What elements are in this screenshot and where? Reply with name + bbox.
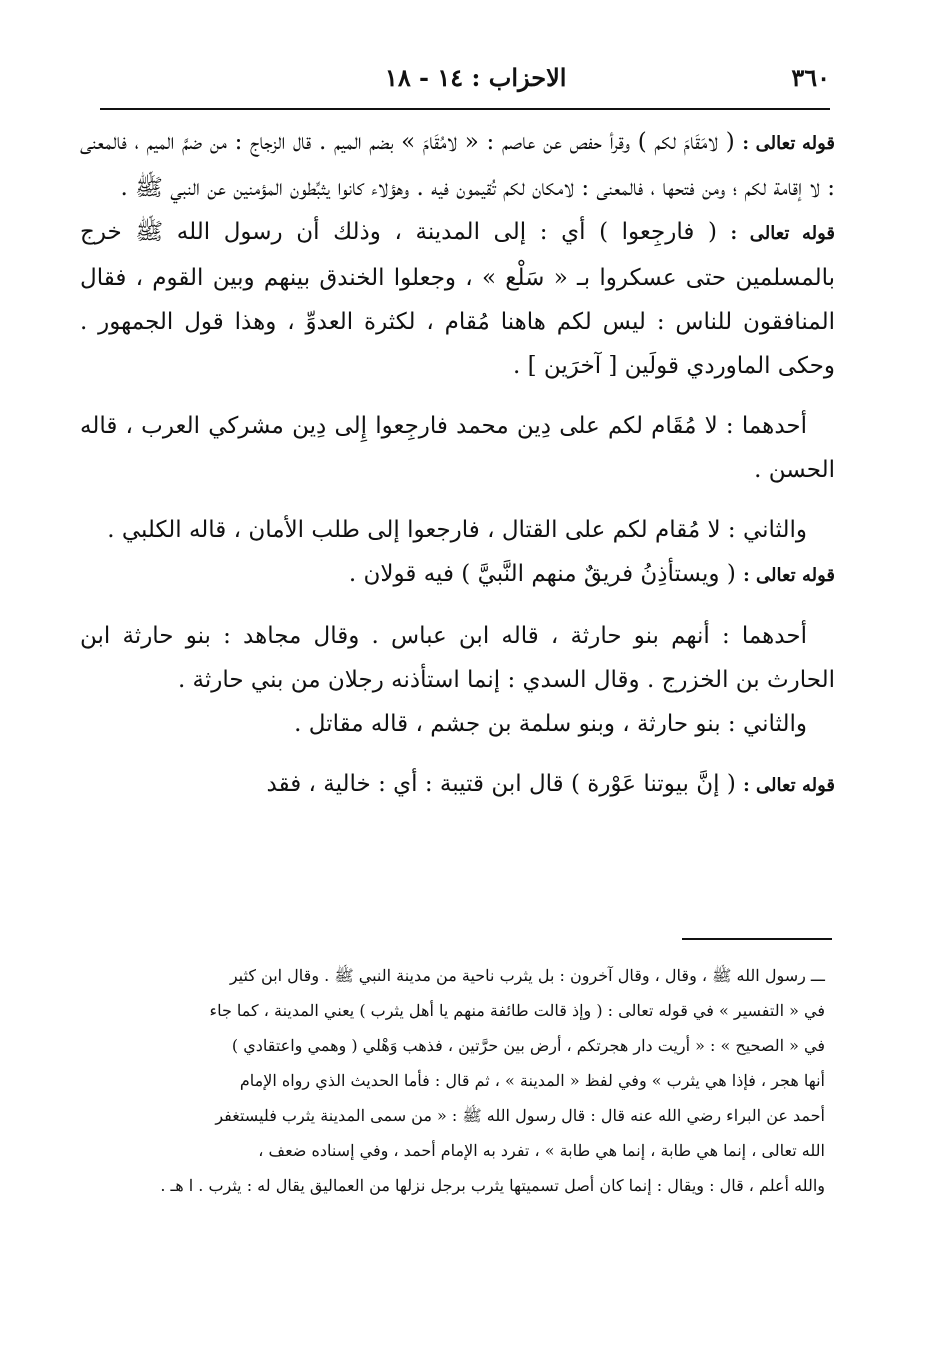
footnote xyxy=(95,958,825,1203)
paragraph-text: ( إنَّ بيوتنا عَوْرة ) قال ابن قتيبة : أي : خالية ، فقد xyxy=(266,771,736,797)
footnote-line: ـــ رسول الله ﷺ ، وقال ، وقال آخرون : بل يثرب ناحية من مدينة النبي ﷺ . وقال ابن كثير xyxy=(229,966,825,985)
paragraph xyxy=(80,702,835,746)
verse-lead: قوله تعالى : xyxy=(742,133,836,154)
paragraph xyxy=(80,120,835,210)
header-rule xyxy=(100,108,830,110)
verse-lead: قوله تعالى : xyxy=(743,775,835,796)
paragraph xyxy=(80,552,835,598)
paragraph xyxy=(80,210,835,388)
main-text xyxy=(80,120,835,808)
verse-lead: قوله تعالى : xyxy=(730,223,835,244)
paragraph-text: ( ويستأذِنُ فريقٌ منهم النَّبيَّ ) فيه قولان . xyxy=(348,561,736,587)
paragraph-text: والثاني : لا مُقام لكم على القتال ، فارجعوا إلى طلب الأمان ، قاله الكلبي . xyxy=(107,517,807,543)
footnote-line: الله تعالى ، إنما هي طابة ، إنما هي طابة » ، تفرد به الإمام أحمد ، وفي إسناده ضعف ، xyxy=(258,1141,825,1160)
footnote-line: والله أعلم ، قال : ويقال : إنما كان أصل تسميتها يثرب برجل نزلها من العماليق يقال له : يثرب . ا هـ . xyxy=(160,1176,825,1195)
paragraph-text: والثاني : بنو حارثة ، وبنو سلمة بن جشم ، قاله مقاتل . xyxy=(294,711,807,737)
verse-lead: قوله تعالى : xyxy=(743,565,835,586)
paragraph xyxy=(80,762,835,808)
footnote-line: أنها هجر ، فإذا هي يثرب » وفي لفظ « المدينة » ، ثم قال : فأما الحديث الذي رواه الإمام xyxy=(239,1071,825,1090)
paragraph-text: ( لامَقَامَ لكم ) وقرأ حفص عن عاصم : « لامُقَامَ » بضم الميم . قال الزجاج : من ضمَّ الميم ، فالمعنى : لا إقامة لكم ؛ ومن فتحها ، فالمعنى : لامكان لكم تُقيمون فيه . وهؤلاء كانوا يثبِّطون المؤمنين عن النبي ﷺ . xyxy=(80,129,835,201)
page-number: ٣٦٠ xyxy=(791,62,830,92)
footnote-line: أحمد عن البراء رضي الله عنه قال : قال رسول الله ﷺ : « من سمى المدينة يثرب فليستغفر xyxy=(215,1106,825,1125)
paragraph xyxy=(80,508,835,552)
footnote-rule xyxy=(682,938,832,940)
footnote-line: في « الصحيح » : « أريت دار هجرتكم ، أرض بين حرَّتين ، فذهب وَهْلي ( وهمي واعتقادي ) xyxy=(231,1036,825,1055)
paragraph xyxy=(80,404,835,492)
running-title: الاحزاب : ١٤ - ١٨ xyxy=(384,62,567,92)
footnote-line: في « التفسير » في قوله تعالى : ( وإذ قالت طائفة منهم يا أهل يثرب ) يعني المدينة ، كما جاء xyxy=(209,1001,825,1020)
page-header xyxy=(100,52,830,102)
paragraph-text: أحدهما : أنهم بنو حارثة ، قاله ابن عباس . وقال مجاهد : بنو حارثة ابن الحارث بن الخزرج . وقال السدي : إنما استأذنه رجلان من بني حارثة . xyxy=(80,623,835,693)
paragraph xyxy=(80,614,835,702)
paragraph-text: أحدهما : لا مُقَام لكم على دِين محمد فارجِعوا إِلى دِين مشركي العرب ، قاله الحسن . xyxy=(80,413,835,483)
paragraph-text: ( فارجِعوا ) أي : إلى المدينة ، وذلك أن رسول الله ﷺ خرج بالمسلمين حتى عسكروا بـ « سَلْع » ، وجعلوا الخندق بينهم وبين القوم ، فقال المنافقون للناس : ليس لكم هاهنا مُقام ، لكثرة العدوِّ ، وهذا قول الجمهور . وحكى الماوردي قولَين [ آخرَين ] . xyxy=(80,219,835,379)
